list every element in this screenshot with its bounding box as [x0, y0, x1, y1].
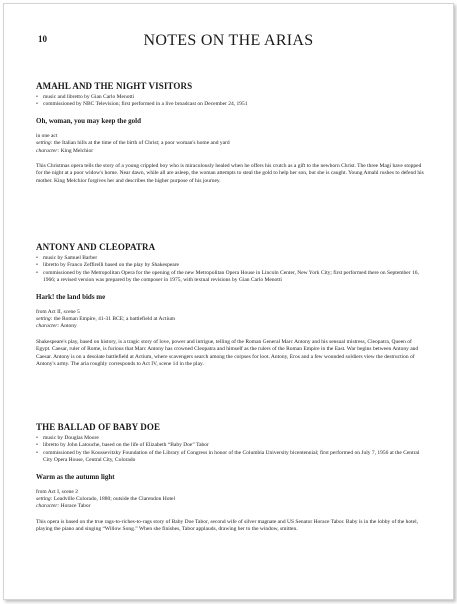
setting-label: setting: [36, 316, 53, 323]
aria-title: Hark! the land bids me [36, 292, 106, 301]
character-label: character: [36, 323, 60, 330]
credits-list [36, 94, 426, 109]
aria-character [36, 323, 426, 330]
character-label: character: [36, 503, 60, 510]
opera-section-baby-doe [36, 422, 426, 534]
setting-value: the Italian hills at the time of the birth of Christ; a poor woman's home and yard [53, 140, 230, 147]
opera-section-amahl [36, 81, 426, 185]
aria-title: Oh, woman, you may keep the gold [36, 116, 142, 125]
credit-item: • music and libretto by Gian Carlo Menotti [36, 94, 426, 101]
credit-item: • music by Samuel Barber [36, 255, 426, 262]
character-label: character: [36, 147, 60, 154]
document-page [3, 3, 454, 600]
setting-label: setting: [36, 140, 53, 147]
character-value: Horace Tabor [60, 503, 91, 510]
opera-title: THE BALLAD OF BABY DOE [36, 422, 161, 432]
credits-list [36, 255, 426, 285]
aria-setting [36, 316, 426, 323]
page-number: 10 [38, 34, 47, 44]
credits-list [36, 435, 426, 465]
aria-source: in one act [36, 132, 58, 139]
aria-summary: Shakespeare's play, based on history, is a tragic story of love, power and intrigue, telling of the Roman General Marc Antony and his sensual mistress, Cleopatra, Queen of Egypt. Caesar, ruler of Rome, is furious that Marc Antony has crowned Cleopatra and himself as the rulers of the Roman Empire in the East. War begins between Antony and Caesar. Antony is on a desolate battlefield at Actium, where scavengers search among the corpses for loot. Antony, Eros and a few wounded soldiers view the destruction of Antony's army. The aria roughly corresponds to Act IV, scene 14 in the play. [36, 338, 419, 368]
aria-summary: This Christmas opera tells the story of a young crippled boy who is miraculously healed when he offers his crutch as a gift to the newborn Christ. The three Magi have stopped for the night at a poor widow's home. Near dawn, while all are asleep, the woman attempts to steal the gold to help her son, but she is caught. Young Amahl rushes to defend his mother. King Melchior forgives her and describes the higher purpose of his journey. [36, 163, 424, 184]
aria-setting [36, 496, 426, 503]
credit-item: • commissioned by the Metropolitan Opera for the opening of the new Metropolitan Opera House in Lincoln Center, New York City; first performed there on September 16, 1966; a revised version was prepared by the composer in 1975, with textual revisions by Gian Carlo Menotti [36, 270, 426, 285]
credit-item: • commissioned by the Koussevitzky Foundation of the Library of Congress in honor of the Columbia University bicentennial; first performed on July 7, 1956 at the Central City Opera House, Central City, Colorado [36, 450, 426, 465]
aria-title: Warm as the autumn light [36, 472, 115, 481]
opera-title: ANTONY AND CLEOPATRA [36, 242, 156, 252]
aria-source: from Act II, scene 5 [36, 308, 80, 315]
credit-item: • libretto by Franco Zeffirelli based on the play by Shakespeare [36, 262, 426, 269]
opera-title: AMAHL AND THE NIGHT VISITORS [36, 81, 193, 91]
aria-setting [36, 140, 426, 147]
aria-summary: This opera is based on the true rags-to-riches-to-rags story of Baby Doe Tabor, second wife of silver magnate and US Senator Horace Tabor. Baby is in the lobby of the hotel, playing the piano and singing “Willow Song.” When she finishes, Tabor applauds, drawing her to the window, smitten. [36, 518, 419, 533]
character-value: King Melchior [60, 147, 94, 154]
aria-source: from Act I, scene 2 [36, 488, 78, 495]
setting-value: the Roman Empire, 41-31 BCE; a battlefield at Actium [53, 316, 176, 323]
character-value: Antony [60, 323, 77, 330]
opera-section-antony [36, 242, 426, 368]
page-title: NOTES ON THE ARIAS [143, 32, 314, 49]
setting-label: setting: [36, 496, 53, 503]
credit-item: • libretto by John Latouche, based on the life of Elizabeth “Baby Doe” Tabor [36, 442, 426, 449]
aria-character [36, 148, 426, 155]
aria-character [36, 503, 426, 510]
credit-item: • commissioned by NBC Television; first performed in a live broadcast on December 24, 1951 [36, 101, 426, 108]
credit-item: • music by Douglas Moore [36, 435, 426, 442]
setting-value: Leadville Colorado, 1880; outside the Clarendon Hotel [53, 496, 176, 503]
